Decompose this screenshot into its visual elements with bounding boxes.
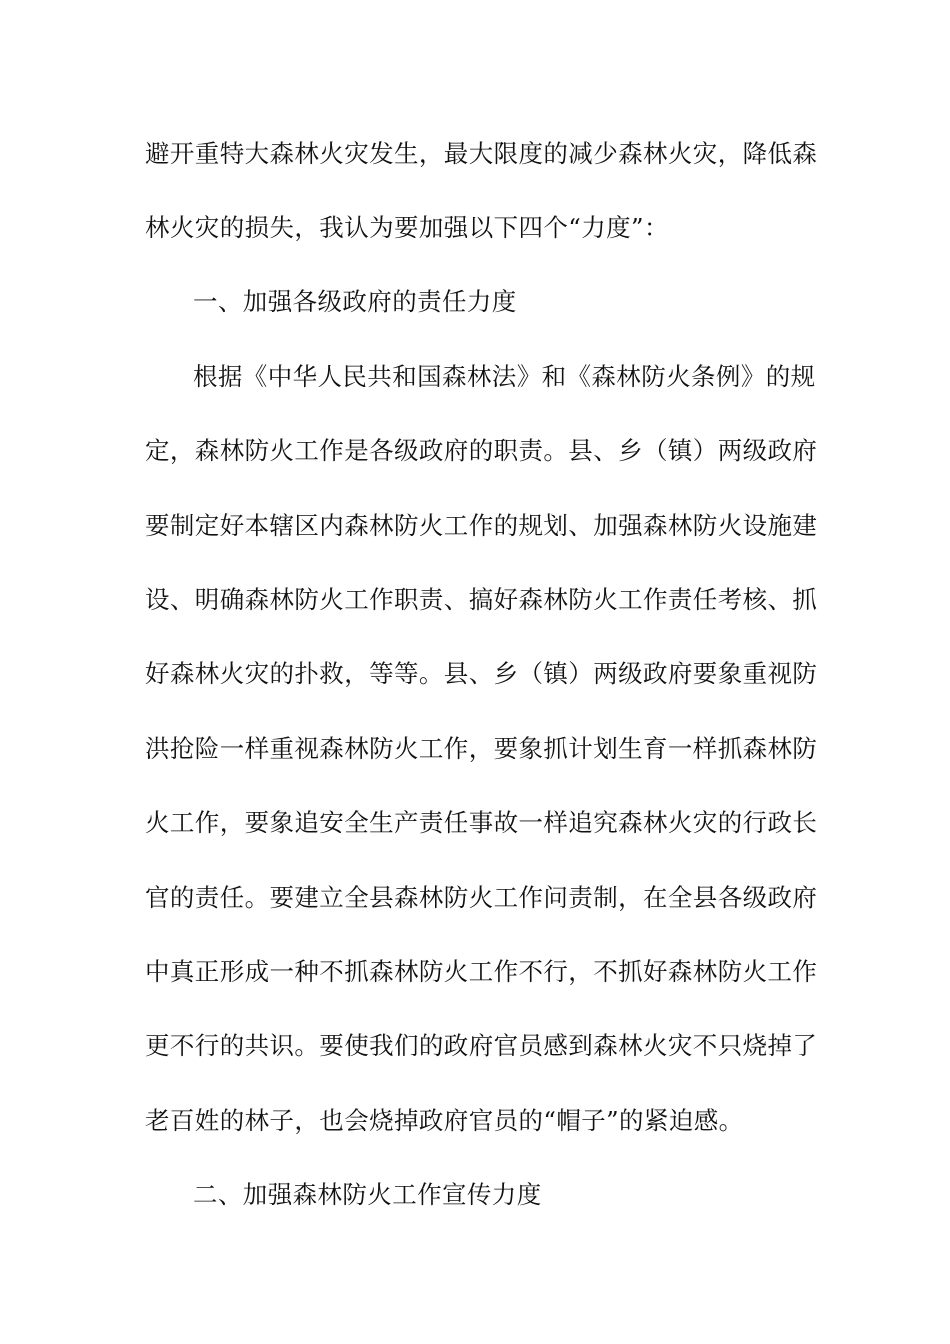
body-text-line: 火工作，要象追安全生产责任事故一样追究森林火灾的行政长 bbox=[145, 808, 818, 837]
body-text-line: 洪抢险一样重视森林防火工作，要象抓计划生育一样抓森林防 bbox=[145, 734, 818, 763]
body-text-line: 官的责任。要建立全县森林防火工作问责制，在全县各级政府 bbox=[145, 883, 818, 912]
body-text-line: 更不行的共识。要使我们的政府官员感到森林火灾不只烧掉了 bbox=[145, 1031, 818, 1060]
body-text-line: 要制定好本辖区内森林防火工作的规划、加强森林防火设施建 bbox=[145, 511, 818, 540]
section-heading-2: 二、加强森林防火工作宣传力度 bbox=[193, 1180, 542, 1209]
body-text-line: 老百姓的林子，也会烧掉政府官员的“帽子”的紧迫感。 bbox=[145, 1106, 744, 1135]
section-heading-1: 一、加强各级政府的责任力度 bbox=[193, 287, 517, 316]
paragraph-first-line: 根据《中华人民共和国森林法》和《森林防火条例》的规 bbox=[193, 362, 816, 391]
body-text-line: 定，森林防火工作是各级政府的职责。县、乡（镇）两级政府 bbox=[145, 436, 818, 465]
body-text-line: 中真正形成一种不抓森林防火工作不行，不抓好森林防火工作 bbox=[145, 957, 818, 986]
body-text-line: 好森林火灾的扑救，等等。县、乡（镇）两级政府要象重视防 bbox=[145, 659, 818, 688]
body-text-line: 设、明确森林防火工作职责、搞好森林防火工作责任考核、抓 bbox=[145, 585, 818, 614]
body-text-line: 避开重特大森林火灾发生，最大限度的减少森林火灾，降低森 bbox=[145, 139, 818, 168]
body-text-line: 林火灾的损失，我认为要加强以下四个“力度”： bbox=[145, 213, 669, 242]
